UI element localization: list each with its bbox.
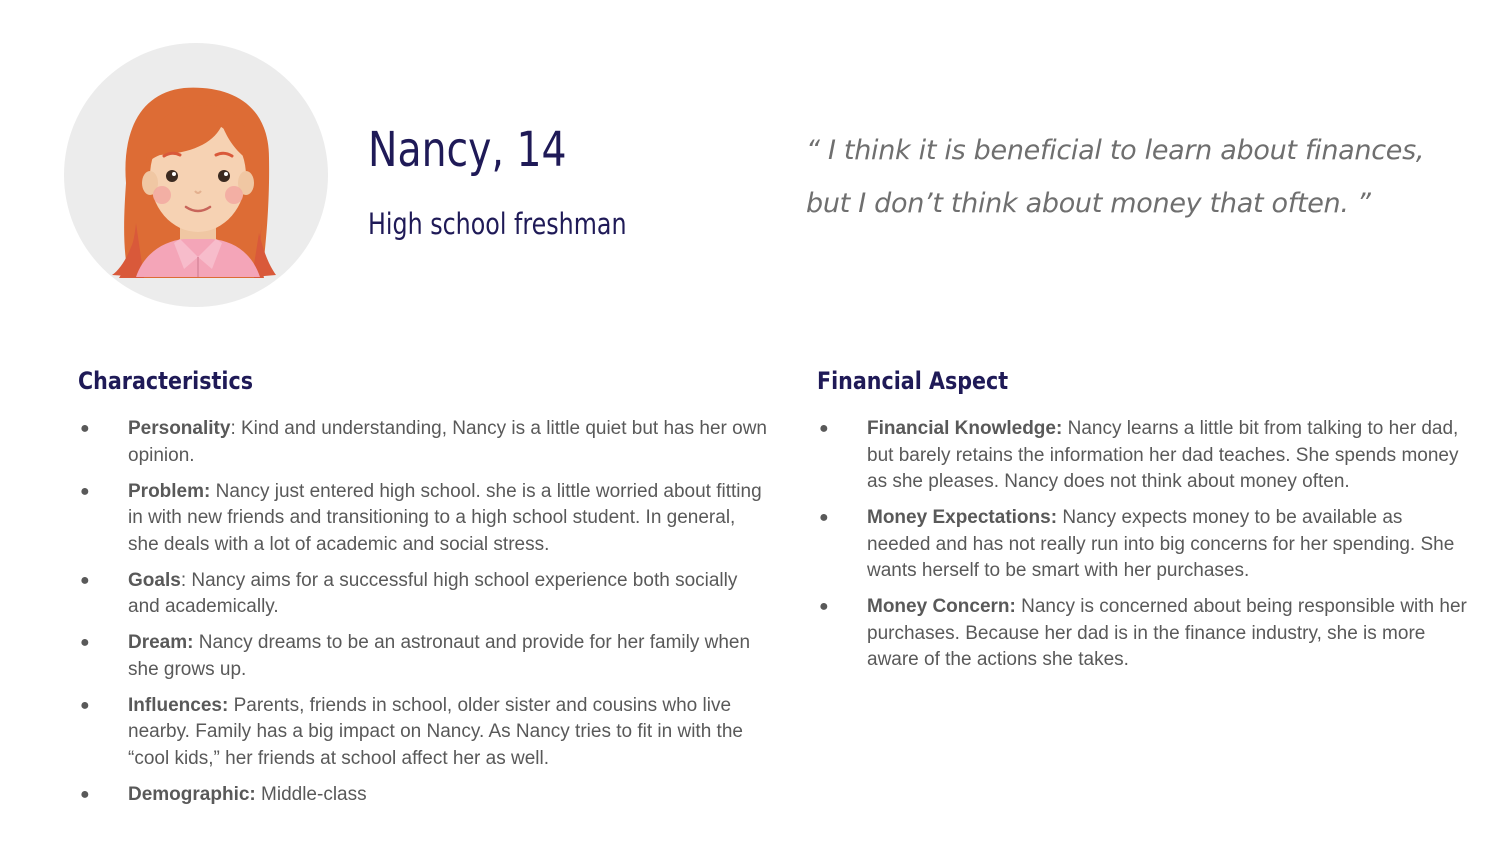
list-item	[817, 416, 1467, 496]
item-label: Personality	[128, 418, 231, 439]
item-label: Dream:	[128, 632, 194, 653]
characteristics-heading: Characteristics	[78, 367, 253, 395]
item-text: Nancy expects money to be available as needed and has not really run into big concerns for her spending. She wants herself to be smart with her purchases.	[867, 507, 1455, 581]
bullet-icon: ●	[80, 571, 90, 589]
item-text: Middle-class	[255, 783, 367, 805]
bullet-icon: ●	[80, 634, 90, 651]
list-item	[78, 568, 768, 621]
persona-avatar	[64, 43, 328, 307]
persona-name: Nancy, 14	[368, 122, 567, 178]
item-text: : Kind and understanding, Nancy is a little quiet but has her own opinion.	[128, 418, 767, 466]
girl-avatar-icon	[64, 43, 328, 307]
list-item	[78, 416, 768, 469]
financial-heading: Financial Aspect	[817, 367, 1009, 395]
item-text: Nancy just entered high school. she is a little worried about fitting in with new friends and transitioning to a high school student. In general, she deals with a lot of academic and social stress.	[128, 480, 762, 555]
bullet-icon: ●	[819, 420, 829, 437]
item-label: Money Expectations:	[867, 507, 1058, 528]
bullet-icon: ●	[819, 598, 829, 615]
financial-section	[817, 367, 1467, 683]
bullet-icon: ●	[819, 509, 829, 526]
item-label: Demographic:	[128, 783, 256, 805]
persona-role: High school freshman	[368, 207, 627, 241]
list-item	[78, 782, 768, 809]
characteristics-section	[78, 367, 768, 818]
item-label: Goals	[128, 569, 181, 591]
list-item	[817, 594, 1467, 674]
bullet-icon: ●	[80, 420, 90, 437]
bullet-icon: ●	[80, 785, 90, 803]
item-label: Influences:	[128, 694, 229, 716]
list-item	[78, 479, 768, 559]
list-item	[78, 630, 768, 683]
item-text: Parents, friends in school, older sister and cousins who live nearby. Family has a big impact on Nancy. As Nancy tries to fit in with the “cool kids,” her friends at school affect her as well.	[128, 694, 743, 769]
item-text: Nancy learns a little bit from talking to her dad, but barely retains the information her dad teaches. She spends money as she pleases. Nancy does not think about money often.	[867, 418, 1459, 492]
bullet-icon: ●	[80, 696, 90, 714]
financial-list	[817, 416, 1467, 674]
item-text: Nancy is concerned about being responsible with her purchases. Because her dad is in the finance industry, she is more aware of the actions she takes.	[867, 596, 1467, 670]
persona-quote: “ I think it is beneficial to learn about finances, but I don’t think about money that often. ”	[806, 135, 1425, 219]
item-label: Problem:	[128, 480, 211, 502]
item-text: Nancy dreams to be an astronaut and provide for her family when she grows up.	[128, 632, 751, 680]
list-item	[78, 693, 768, 773]
bullet-icon: ●	[80, 482, 90, 500]
characteristics-list	[78, 416, 768, 808]
item-label: Money Concern:	[867, 596, 1016, 617]
item-label: Financial Knowledge:	[867, 418, 1063, 439]
list-item	[817, 505, 1467, 585]
item-text: : Nancy aims for a successful high school experience both socially and academically.	[128, 569, 738, 617]
